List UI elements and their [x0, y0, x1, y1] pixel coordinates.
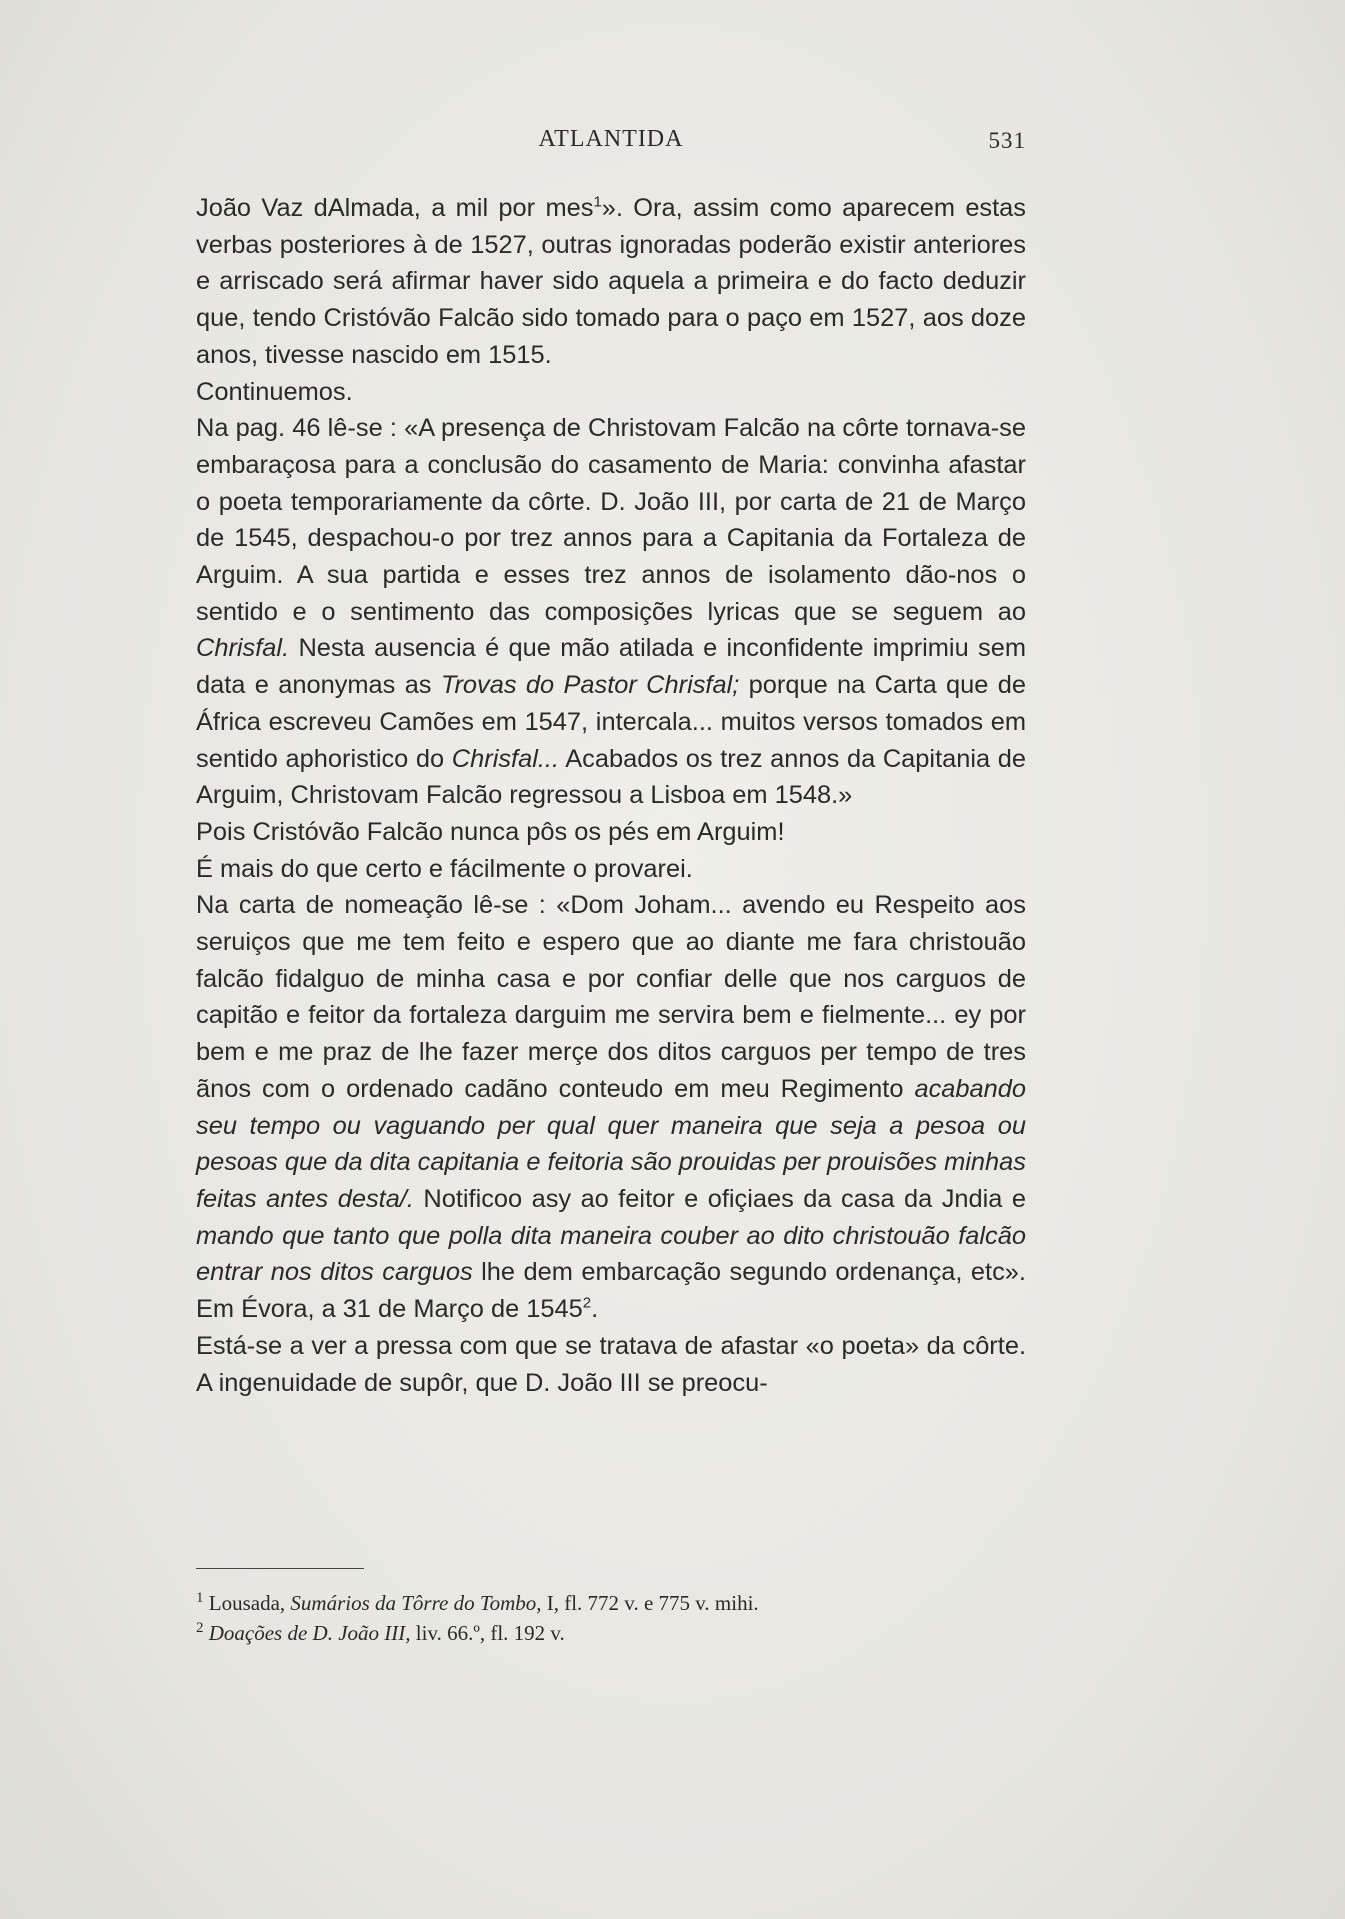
text-run: João Vaz dAlmada, a mil por mes	[196, 194, 594, 222]
text-run: Nesta ausencia é que mão atilada e inconfidente imprimiu sem data e anonymas as	[196, 634, 1026, 700]
footnotes	[196, 1588, 1026, 1648]
footnote-marker: 1	[196, 1590, 204, 1606]
paragraph	[196, 851, 1026, 888]
text-run: Na pag. 46 lê-se : «A presença de Christovam Falcão na côrte tornava-se embaraçosa para a conclusão do casamento de Maria: convinha afastar o poeta temporariamente da côrte. D. João III, por carta de 21 de Março de 1545, despachou-o por trez annos para a Capitania da Fortaleza de Arguim. A sua partida e esses trez annos de isolamento dão-nos o sentido e o sentimento das composições lyricas que se seguem ao	[196, 414, 1026, 626]
text-run: Notificoo asy ao feitor e ofiçiaes da casa da Jndia e	[413, 1184, 1026, 1213]
text-run: Na carta de nomeação lê-se : «Dom Joham... avendo eu Respeito aos seruiços que me tem feito e espero que ao diante me fara christouão falcão fidalguo de minha casa e por confiar delle que nos carguos de capitão e feitor da fortaleza darguim me servira bem e fielmente... ey por bem e me praz de lhe fazer merçe dos ditos carguos per tempo de tres ãnos com o ordenado cadãno conteudo em meu Regimento	[196, 891, 1026, 1103]
paragraph	[196, 374, 1026, 411]
footnote-marker: 2	[196, 1620, 204, 1636]
footnote-ref: 1	[593, 193, 602, 211]
text-run: liv. 66.º, fl. 192 v.	[410, 1621, 565, 1645]
text-run: Acabados os trez annos da Capitania de Arguim, Christovam Falcão regressou a Lisboa em 1548.»	[196, 744, 1026, 810]
text-run: I, fl. 772 v. e 775 v. mihi.	[541, 1591, 759, 1615]
text-run: lhe dem embarcação segundo ordenança, etc». Em Évora, a 31 de Março de 1545	[196, 1258, 1026, 1324]
running-header	[196, 122, 1026, 162]
italic-text: Chrisfal...	[451, 744, 560, 773]
italic-text: mando que tanto que polla dita maneira couber ao dito christouão falcão entrar nos ditos carguos	[196, 1221, 1026, 1287]
footnote	[196, 1618, 1026, 1648]
footnote-rule	[196, 1568, 364, 1569]
text-run: É mais do que certo e fácilmente o provarei.	[196, 854, 693, 883]
text-run: ». Ora, assim como aparecem estas verbas posteriores à de 1527, outras ignoradas poderão existir anteriores e arriscado será afirmar haver sido aquela a primeira e do facto deduzir que, tendo Cristóvão Falcão sido tomado para o paço em 1527, aos doze anos, tivesse nascido em 1515.	[196, 194, 1026, 369]
body-text	[196, 190, 1026, 1401]
footnote-ref: 2	[582, 1294, 592, 1312]
page-number: 531	[988, 128, 1026, 153]
italic-text: Chrisfal.	[196, 634, 290, 663]
paragraph	[196, 887, 1026, 1327]
paragraph	[196, 410, 1026, 814]
footnote	[196, 1588, 1026, 1618]
running-title: ATLANTIDA	[538, 126, 684, 152]
text-run: Lousada,	[203, 1591, 291, 1615]
paragraph	[196, 190, 1026, 374]
text-run: Está-se a ver a pressa com que se tratava de afastar «o poeta» da côrte. A ingenuidade de supôr, que D. João III se preocu-	[196, 1331, 1026, 1397]
italic-text: Doações de D. João III,	[208, 1621, 411, 1645]
paragraph	[196, 814, 1026, 851]
italic-text: Sumários da Tôrre do Tombo,	[290, 1591, 542, 1615]
italic-text: acabando seu tempo ou vaguando per qual quer maneira que seja a pesoa ou pesoas que da dita capitania e feitoria são prouidas per prouisões minhas feitas antes desta/.	[196, 1074, 1026, 1213]
text-run: .	[591, 1295, 599, 1324]
text-run: Continuemos.	[196, 377, 353, 406]
paragraph	[196, 1328, 1026, 1401]
text-run: porque na Carta que de África escreveu Camões em 1547, intercala... muitos versos tomados em sentido aphoristico do	[196, 671, 1026, 773]
italic-text: Trovas do Pastor Chrisfal;	[440, 671, 740, 700]
text-run: Pois Cristóvão Falcão nunca pôs os pés em Arguim!	[196, 817, 785, 846]
